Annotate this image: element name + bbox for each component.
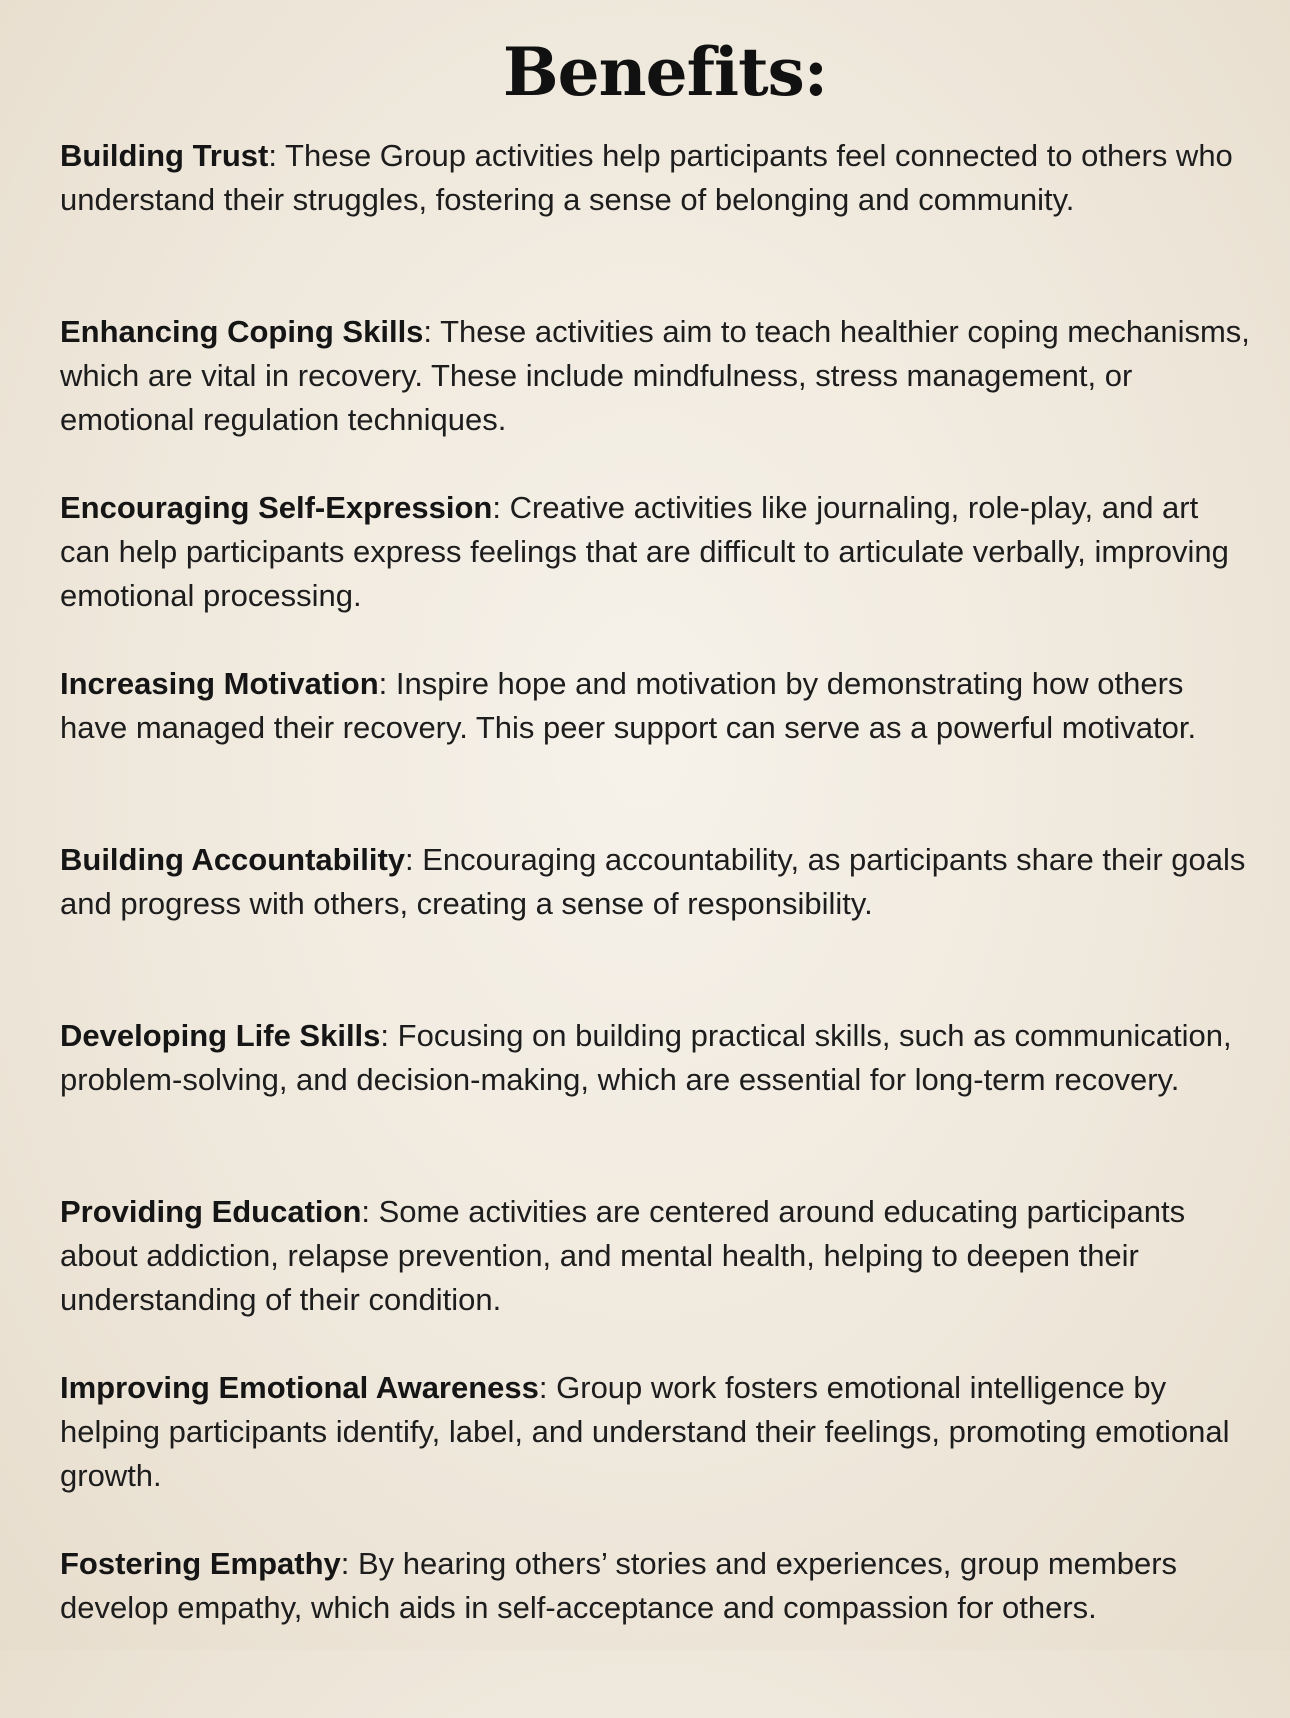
benefit-description: : Inspire hope and motivation by demonstrating how others have managed their recovery. This peer support can serve as a powerful motivator. xyxy=(60,666,1197,745)
benefit-fostering-empathy xyxy=(60,1542,1250,1718)
page-title: Benefits: xyxy=(502,33,828,111)
benefit-term: Encouraging Self-Expression xyxy=(60,490,493,525)
benefit-increasing-motivation xyxy=(60,662,1250,838)
benefit-description: : By hearing others’ stories and experiences, group members develop empathy, which aids in self-acceptance and compassion for others. xyxy=(60,1546,1178,1625)
benefit-description: : Encouraging accountability, as participants share their goals and progress with others, creating a sense of responsibility. xyxy=(60,842,1246,921)
benefit-term: Enhancing Coping Skills xyxy=(60,314,424,349)
benefit-term: Fostering Empathy xyxy=(60,1546,341,1581)
benefit-developing-life-skills xyxy=(60,1014,1250,1190)
benefit-description: : Some activities are centered around educating participants about addiction, relapse prevention, and mental health, helping to deepen their understanding of their condition. xyxy=(60,1194,1186,1317)
benefit-building-accountability xyxy=(60,838,1250,1014)
benefit-description: : Creative activities like journaling, role-play, and art can help participants express feelings that are difficult to articulate verbally, improving emotional processing. xyxy=(60,490,1229,613)
benefit-term: Improving Emotional Awareness xyxy=(60,1370,539,1405)
benefits-list xyxy=(60,134,1250,1718)
benefit-description: : These Group activities help participants feel connected to others who understand their struggles, fostering a sense of belonging and community. xyxy=(60,138,1233,217)
benefit-term: Developing Life Skills xyxy=(60,1018,381,1053)
benefit-building-trust xyxy=(60,134,1250,310)
benefit-term: Providing Education xyxy=(60,1194,362,1229)
benefit-description: : Group work fosters emotional intelligence by helping participants identify, label, and understand their feelings, promoting emotional growth. xyxy=(60,1370,1230,1493)
benefit-description: : Focusing on building practical skills, such as communication, problem-solving, and decision-making, which are essential for long-term recovery. xyxy=(60,1018,1232,1097)
benefit-improving-emotional-awareness xyxy=(60,1366,1250,1542)
benefit-enhancing-coping-skills xyxy=(60,310,1250,486)
benefit-providing-education xyxy=(60,1190,1250,1366)
benefit-term: Increasing Motivation xyxy=(60,666,379,701)
benefit-term: Building Accountability xyxy=(60,842,406,877)
benefit-description: : These activities aim to teach healthier coping mechanisms, which are vital in recovery. These include mindfulness, stress management, or emotional regulation techniques. xyxy=(60,314,1250,437)
benefit-term: Building Trust xyxy=(60,138,269,173)
benefit-encouraging-self-expression xyxy=(60,486,1250,662)
